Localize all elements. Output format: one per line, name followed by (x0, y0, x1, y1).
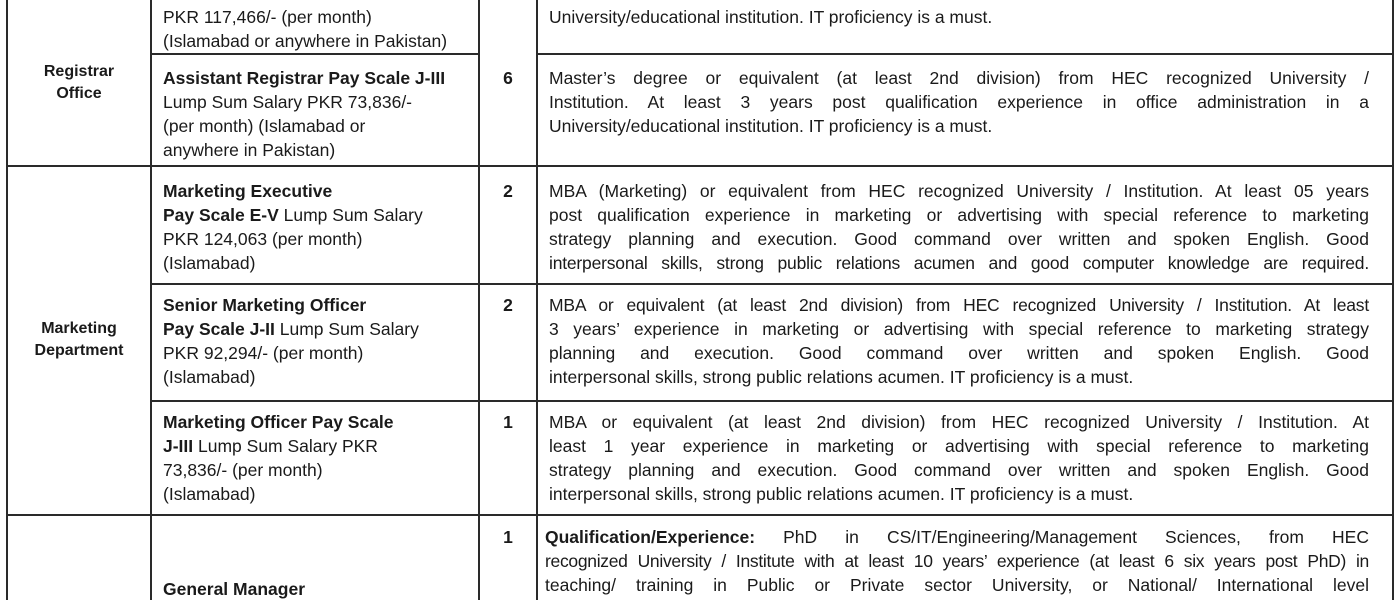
position-line: PKR 117,466/- (per month) (163, 7, 372, 27)
requirement-line: MBA (Marketing) or equivalent from HEC recognized University / Institution. At least 05 years (549, 181, 1369, 201)
table-border-right (1392, 0, 1394, 600)
position-line: (per month) (Islamabad or (163, 116, 366, 136)
dept-divider (6, 514, 1394, 516)
requirement-line: strategy planning and execution. Good command over written and spoken English. Good (549, 460, 1369, 480)
requirement-cell (549, 5, 1369, 29)
requirement-line: University/educational institution. IT proficiency is a must. (549, 116, 993, 136)
position-scale: J-III (163, 436, 194, 456)
position-cell (163, 5, 475, 53)
requirement-line: interpersonal skills, strong public relations acumen and good computer knowledge are required. (549, 253, 1369, 273)
department-registrar-office (8, 0, 150, 165)
position-line: anywhere in Pakistan) (163, 140, 336, 160)
position-cell (163, 66, 475, 162)
requirement-line: strategy planning and execution. Good command over written and spoken English. Good (549, 229, 1369, 249)
position-line: (Islamabad or anywhere in Pakistan) (163, 31, 448, 51)
requirement-line: MBA or equivalent (at least 2nd division) from HEC recognized University / Institution. At least (549, 295, 1369, 315)
position-line: Lump Sum Salary PKR 73,836/- (163, 92, 413, 112)
position-title: Assistant Registrar Pay Scale J-III (163, 68, 446, 88)
requirement-line: teaching/ training in Public or Private sector University, or National/ International level (545, 575, 1369, 595)
row-divider (150, 283, 1394, 285)
position-title: Marketing Executive (163, 181, 333, 201)
table-divider-dept (150, 0, 152, 600)
position-salary: Lump Sum Salary (274, 319, 419, 339)
vacancy-count: 2 (503, 295, 513, 315)
position-scale: Pay Scale J-II (163, 319, 275, 339)
position-scale: Pay Scale E-V (163, 205, 279, 225)
requirement-label: Qualification/Experience: (545, 527, 756, 547)
requirement-line: interpersonal skills, strong public relations acumen. IT proficiency is a must. (549, 367, 1134, 387)
position-salary: Lump Sum Salary PKR (193, 436, 378, 456)
row-divider (150, 400, 1394, 402)
row-divider (536, 53, 1394, 55)
requirement-line: MBA or equivalent (at least 2nd division) from HEC recognized University / Institution. At (549, 412, 1369, 432)
vacancy-count: 1 (503, 527, 513, 547)
requirement-line: interpersonal skills, strong public relations acumen. IT proficiency is a must. (549, 484, 1134, 504)
requirement-cell (549, 410, 1369, 506)
requirement-cell (545, 525, 1369, 597)
position-line: PKR 124,063 (per month) (163, 229, 363, 249)
department-label: Registrar Office (43, 62, 115, 102)
position-cell (163, 293, 475, 389)
position-title: Marketing Officer Pay Scale (163, 412, 394, 432)
vacancy-count: 6 (503, 68, 513, 88)
position-line: (Islamabad) (163, 484, 256, 504)
requirement-line: Master’s degree or equivalent (at least 2nd division) from HEC recognized University / (549, 68, 1369, 88)
requirement-cell (549, 293, 1369, 389)
requirement-line: post qualification experience in marketing or advertising with special reference to marketing (549, 205, 1369, 225)
position-line: PKR 92,294/- (per month) (163, 343, 364, 363)
position-title: General Manager (163, 579, 305, 599)
position-cell (163, 577, 475, 601)
department-marketing (8, 166, 150, 514)
table-divider-req (536, 0, 538, 600)
requirement-cell (549, 66, 1369, 138)
vacancy-count: 2 (503, 181, 513, 201)
requirement-line: Institution. At least 3 years post qualification experience in office administration in a (549, 92, 1369, 112)
position-title: Senior Marketing Officer (163, 295, 367, 315)
requirement-line: least 1 year experience in marketing or advertising with special reference to marketing (549, 436, 1369, 456)
requirement-line: recognized University / Institute with at least 10 years’ experience (at least 6 six years post PhD) in (545, 551, 1369, 571)
requirement-line: University/educational institution. IT proficiency is a must. (549, 7, 993, 27)
requirement-line: planning and execution. Good command over written and spoken English. Good (549, 343, 1369, 363)
requirement-cell (549, 179, 1369, 275)
position-line: (Islamabad) (163, 367, 256, 387)
position-cell (163, 410, 475, 506)
position-cell (163, 179, 475, 275)
position-line: 73,836/- (per month) (163, 460, 323, 480)
position-salary: Lump Sum Salary (278, 205, 423, 225)
position-line: (Islamabad) (163, 253, 256, 273)
requirement-line: 3 years’ experience in marketing or advertising with special reference to marketing strategy (549, 319, 1369, 339)
dept-divider (6, 165, 1394, 167)
requirement-line: PhD in CS/IT/Engineering/Management Sciences, from HEC (755, 527, 1369, 547)
department-label: Marketing Department (34, 320, 124, 359)
vacancy-count: 1 (503, 412, 513, 432)
row-divider (150, 53, 480, 55)
